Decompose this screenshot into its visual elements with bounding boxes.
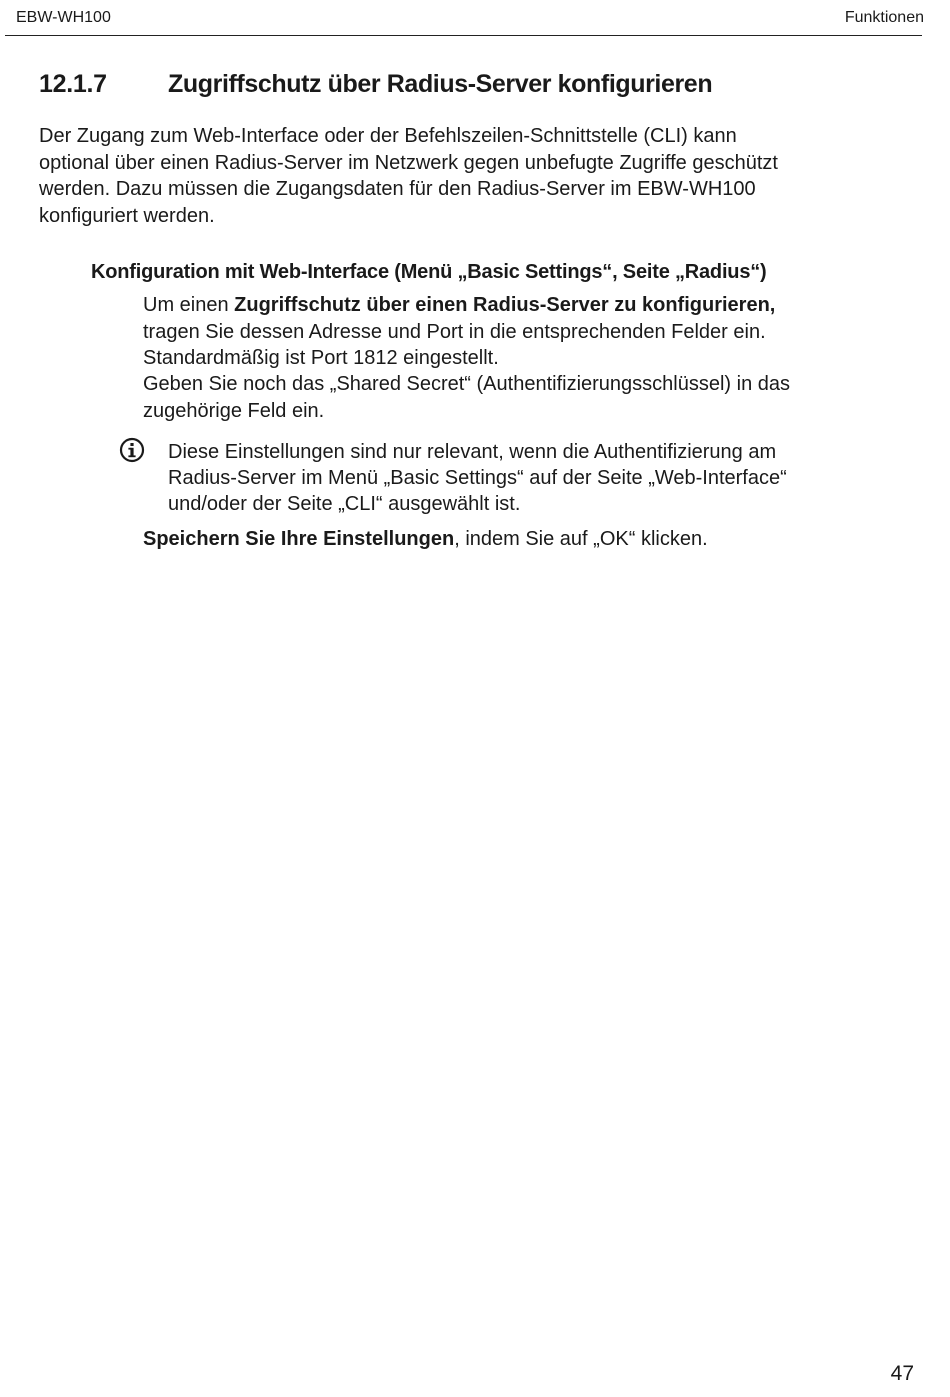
note-line: und/oder der Seite „CLI“ ausgewählt ist. <box>168 493 521 515</box>
subsection-heading: Konfiguration mit Web-Interface (Menü „Basic Settings“, Seite „Radius“) <box>91 261 767 283</box>
info-note <box>168 439 908 517</box>
intro-paragraph <box>39 123 899 229</box>
save-instruction <box>143 528 708 551</box>
page-number: 47 <box>890 1362 914 1385</box>
intro-line: konfiguriert werden. <box>39 204 215 227</box>
intro-line: werden. Dazu müssen die Zugangsdaten für den Radius-Server im EBW-WH100 <box>39 178 756 200</box>
instruction-line: zugehörige Feld ein. <box>143 399 325 422</box>
running-header-chapter: Funktionen <box>844 9 924 26</box>
section-title: Zugriffschutz über Radius-Server konfigurieren <box>168 70 713 98</box>
intro-line: Der Zugang zum Web-Interface oder der Befehlszeilen-Schnittstelle (CLI) kann <box>39 125 737 147</box>
instruction-line <box>143 292 903 319</box>
instruction-text: Um einen <box>143 294 235 316</box>
instruction-address-port <box>143 292 903 372</box>
instruction-line: tragen Sie dessen Adresse und Port in die entsprechenden Felder ein. <box>143 320 766 343</box>
note-line: Diese Einstellungen sind nur relevant, wenn die Authentifizierung am <box>168 441 777 463</box>
section-number: 12.1.7 <box>39 70 107 98</box>
save-text: , indem Sie auf „OK“ klicken. <box>454 528 708 550</box>
instruction-line: Geben Sie noch das „Shared Secret“ (Authentifizierungsschlüssel) in das <box>143 373 791 395</box>
instruction-line: Standardmäßig ist Port 1812 eingestellt. <box>143 347 499 369</box>
header-divider <box>5 35 922 36</box>
intro-line: optional über einen Radius-Server im Netzwerk gegen unbefugte Zugriffe geschützt <box>39 151 778 174</box>
running-header-product: EBW-WH100 <box>16 9 111 26</box>
note-line: Radius-Server im Menü „Basic Settings“ auf der Seite „Web-Interface“ <box>168 467 787 489</box>
save-emphasis: Speichern Sie Ihre Einstellungen <box>143 528 455 550</box>
instruction-shared-secret <box>143 371 903 424</box>
info-icon <box>119 437 145 463</box>
instruction-emphasis: Zugriffschutz über einen Radius-Server zu konfigurieren, <box>234 294 776 316</box>
